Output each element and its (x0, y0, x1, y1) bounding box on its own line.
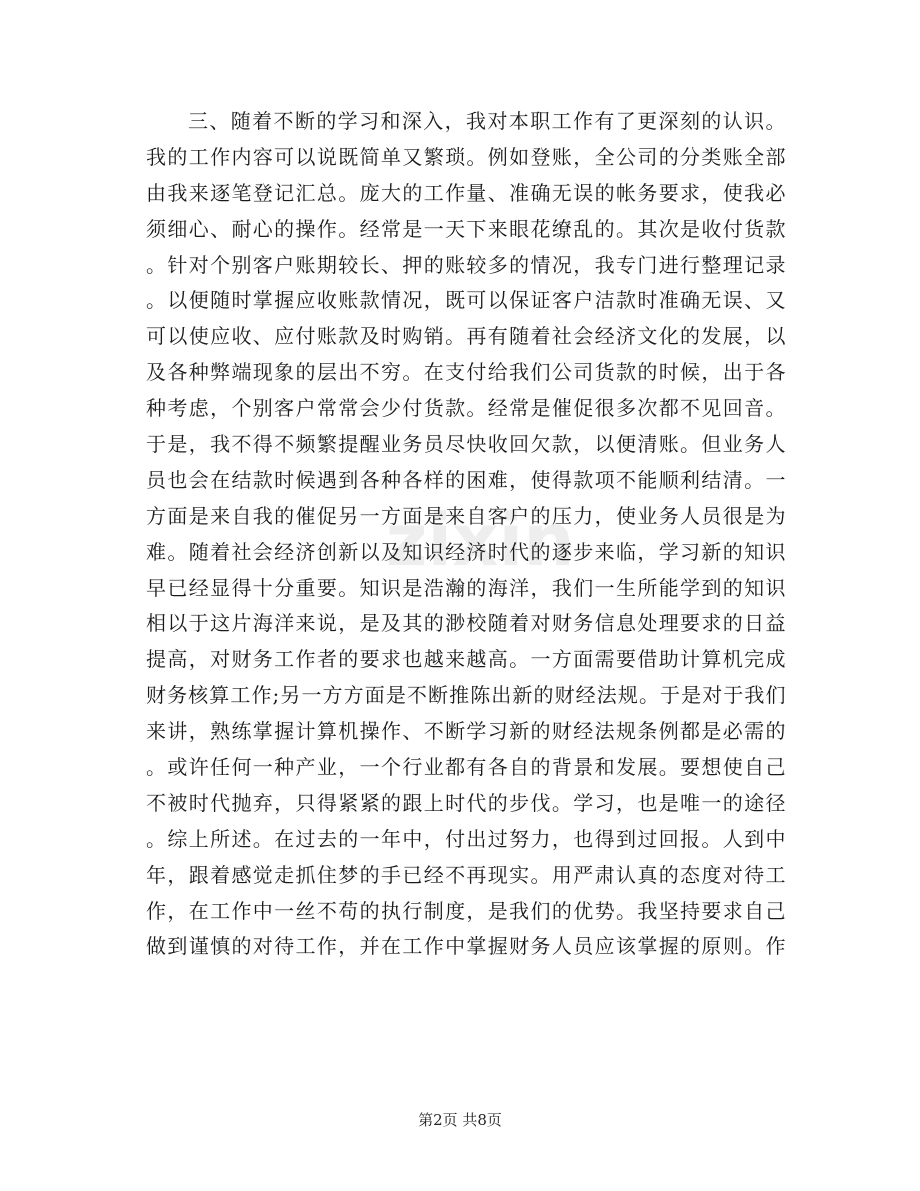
text-line: 作，在工作中一丝不苟的执行制度，是我们的优势。我坚持要求自己 (146, 898, 786, 923)
text-line: 。或许任何一种产业，一个行业都有各自的背景和发展。要想使自己 (146, 755, 786, 780)
text-line: 不被时代抛弃，只得紧紧的跟上时代的步伐。学习，也是唯一的途径 (146, 790, 786, 815)
page-number-footer: 第2页 共8页 (418, 1111, 502, 1129)
watermark: zixin (385, 498, 575, 582)
text-line: 种考虑，个别客户常常会少付货款。经常是催促很多次都不见回音。 (146, 396, 786, 421)
text-line: 提高，对财务工作者的要求也越来越高。一方面需要借助计算机完成 (146, 647, 786, 672)
text-line: 方面是来自我的催促另一方面是来自客户的压力，使业务人员很是为 (146, 503, 786, 528)
text-line: 来讲，熟练掌握计算机操作、不断学习新的财经法规条例都是必需的 (146, 719, 786, 744)
text-line: 员也会在结款时候遇到各种各样的困难，使得款项不能顺利结清。一 (146, 467, 786, 492)
text-line: 于是，我不得不频繁提醒业务员尽快收回欠款，以便清账。但业务人 (146, 432, 786, 457)
body-text (146, 104, 786, 965)
text-line: 我的工作内容可以说既简单又繁琐。例如登账，全公司的分类账全部 (146, 144, 786, 169)
text-line: 财务核算工作;另一方方面是不断推陈出新的财经法规。于是对于我们 (146, 683, 786, 708)
text-line: 由我来逐笔登记汇总。庞大的工作量、准确无误的帐务要求，使我必 (146, 180, 786, 205)
text-line: 做到谨慎的对待工作，并在工作中掌握财务人员应该掌握的原则。作 (146, 934, 786, 959)
text-line: 须细心、耐心的操作。经常是一天下来眼花缭乱的。其次是收付货款 (146, 216, 786, 241)
text-line: 。以便随时掌握应收账款情况，既可以保证客户洁款时准确无误、又 (146, 288, 786, 313)
text-line: 早已经显得十分重要。知识是浩瀚的海洋，我们一生所能学到的知识 (146, 575, 786, 600)
text-line: 。针对个别客户账期较长、押的账较多的情况，我专门进行整理记录 (146, 252, 786, 277)
text-line: 三、随着不断的学习和深入，我对本职工作有了更深刻的认识。 (188, 109, 786, 133)
text-line: 相以于这片海洋来说，是及其的渺校随着对财务信息处理要求的日益 (146, 611, 786, 636)
text-line: 年，跟着感觉走抓住梦的手已经不再现实。用严肃认真的态度对待工 (146, 862, 786, 887)
text-line: 难。随着社会经济创新以及知识经济时代的逐步来临，学习新的知识 (146, 539, 786, 564)
text-line: 及各种弊端现象的层出不穷。在支付给我们公司货款的时候，出于各 (146, 360, 786, 385)
text-line: 可以使应收、应付账款及时购销。再有随着社会经济文化的发展，以 (146, 324, 786, 349)
text-line: 。综上所述。在过去的一年中，付出过努力，也得到过回报。人到中 (146, 826, 786, 851)
